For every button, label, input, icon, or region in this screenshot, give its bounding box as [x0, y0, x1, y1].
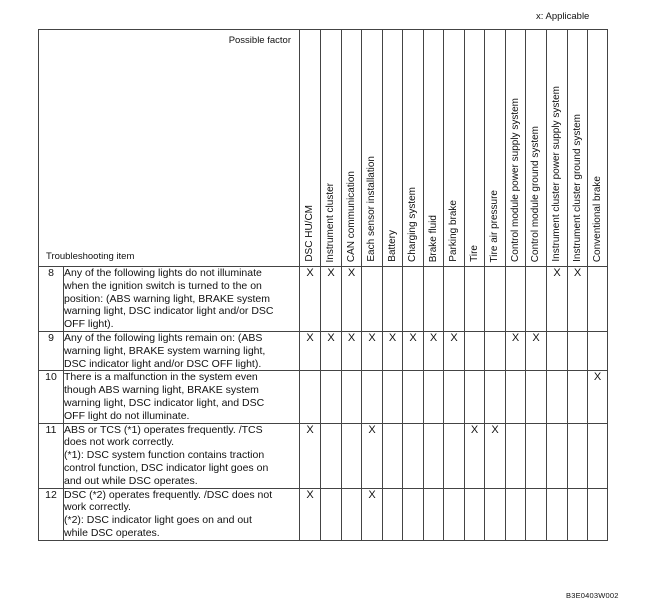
description-line: when the ignition switch is turned to the on	[64, 279, 262, 292]
applicability-mark	[342, 423, 362, 488]
table-body	[39, 267, 608, 541]
factor-label: Control module ground system	[530, 125, 541, 262]
applicability-mark	[424, 371, 444, 423]
factor-header	[444, 30, 465, 267]
factor-label: Tire	[468, 245, 480, 262]
factor-label: Parking brake	[448, 200, 459, 262]
applicability-mark	[362, 267, 383, 332]
description-line: warning light, DSC indicator light and/or DSC	[64, 305, 274, 318]
factor-label: Battery	[386, 230, 398, 262]
applicability-mark	[506, 423, 526, 488]
header-corner-cell	[39, 30, 300, 267]
applicability-mark	[485, 267, 506, 332]
applicability-mark: X	[300, 488, 321, 540]
table-row	[39, 488, 608, 540]
applicability-mark: X	[403, 331, 424, 370]
applicability-mark	[568, 371, 588, 423]
factor-header	[362, 30, 383, 267]
factor-header	[300, 30, 321, 267]
legend-applicable: x: Applicable	[536, 11, 590, 22]
applicability-mark: X	[362, 488, 383, 540]
applicability-mark	[568, 423, 588, 488]
applicability-mark	[588, 488, 608, 540]
applicability-mark	[444, 423, 465, 488]
description-line: warning light, BRAKE system warning light,	[64, 344, 266, 357]
applicability-mark	[403, 488, 424, 540]
applicability-mark: X	[568, 267, 588, 332]
description-line: OFF light).	[64, 318, 114, 331]
applicability-mark: X	[321, 267, 342, 332]
factor-header	[588, 30, 608, 267]
factor-header	[342, 30, 362, 267]
item-description	[64, 267, 300, 332]
item-number: 8	[39, 267, 64, 332]
applicability-mark	[506, 267, 526, 332]
description-line: (*2): DSC indicator light goes on and out	[64, 514, 252, 527]
factor-label: Conventional brake	[591, 175, 603, 262]
factor-header	[424, 30, 444, 267]
item-number: 12	[39, 488, 64, 540]
description-line: ABS or TCS (*1) operates frequently. /TCS	[64, 423, 263, 436]
description-line: work correctly.	[64, 501, 131, 514]
applicability-mark: X	[444, 331, 465, 370]
applicability-mark	[588, 267, 608, 332]
item-description	[64, 488, 300, 540]
description-line: control function, DSC indicator light goes on	[64, 461, 269, 474]
applicability-mark: X	[362, 331, 383, 370]
applicability-mark	[362, 371, 383, 423]
applicability-mark	[568, 331, 588, 370]
applicability-mark	[444, 488, 465, 540]
factor-header	[403, 30, 424, 267]
applicability-mark	[424, 423, 444, 488]
table-row	[39, 267, 608, 332]
factor-header	[506, 30, 526, 267]
applicability-mark	[568, 488, 588, 540]
possible-factor-label: Possible factor	[228, 35, 291, 46]
description-line: (*1): DSC system function contains traction	[64, 449, 265, 462]
applicability-mark	[383, 423, 403, 488]
applicability-mark	[547, 331, 568, 370]
applicability-mark	[547, 371, 568, 423]
applicability-mark	[485, 371, 506, 423]
applicability-mark: X	[485, 423, 506, 488]
applicability-mark	[588, 423, 608, 488]
applicability-mark	[444, 267, 465, 332]
factor-label: Instrument cluster	[325, 182, 336, 262]
factor-label: CAN communication	[345, 170, 357, 262]
applicability-mark	[424, 488, 444, 540]
factor-label: Tire air pressure	[489, 189, 500, 262]
applicability-mark	[588, 331, 608, 370]
applicability-mark: X	[547, 267, 568, 332]
applicability-mark	[321, 423, 342, 488]
factor-label: Charging system	[407, 186, 418, 262]
applicability-mark	[403, 371, 424, 423]
applicability-mark	[403, 267, 424, 332]
troubleshooting-table	[38, 29, 608, 541]
applicability-mark: X	[321, 331, 342, 370]
applicability-mark: X	[588, 371, 608, 423]
applicability-mark	[383, 488, 403, 540]
applicability-mark: X	[300, 423, 321, 488]
applicability-mark	[526, 488, 547, 540]
applicability-mark: X	[526, 331, 547, 370]
applicability-mark	[342, 488, 362, 540]
description-line: DSC (*2) operates frequently. /DSC does not	[64, 488, 273, 501]
applicability-mark: X	[506, 331, 526, 370]
applicability-mark	[526, 371, 547, 423]
factor-header	[526, 30, 547, 267]
table-row	[39, 371, 608, 423]
applicability-mark	[526, 267, 547, 332]
applicability-mark	[424, 267, 444, 332]
applicability-mark	[465, 267, 485, 332]
item-number: 10	[39, 371, 64, 423]
applicability-mark	[300, 371, 321, 423]
applicability-mark	[403, 423, 424, 488]
description-line: OFF light do not illuminate.	[64, 409, 190, 422]
troubleshooting-item-label: Troubleshooting item	[46, 251, 135, 262]
applicability-mark	[321, 371, 342, 423]
applicability-mark	[506, 488, 526, 540]
factor-header	[547, 30, 568, 267]
factor-label: Control module power supply system	[509, 98, 521, 262]
description-line: while DSC operates.	[64, 526, 160, 539]
applicability-mark: X	[342, 331, 362, 370]
factor-label: Each sensor installation	[366, 156, 377, 262]
item-description	[64, 331, 300, 370]
applicability-mark	[342, 371, 362, 423]
factor-header	[465, 30, 485, 267]
header-row	[39, 30, 608, 267]
applicability-mark	[526, 423, 547, 488]
applicability-mark: X	[300, 331, 321, 370]
applicability-mark	[506, 371, 526, 423]
item-number: 11	[39, 423, 64, 488]
figure-id: B3E0403W002	[566, 591, 619, 600]
item-number: 9	[39, 331, 64, 370]
factor-label: DSC HU/CM	[304, 205, 315, 262]
factor-label: Instrument cluster ground system	[571, 114, 583, 262]
applicability-mark	[465, 371, 485, 423]
applicability-mark	[547, 423, 568, 488]
factor-label: Instrument cluster power supply system	[551, 86, 562, 262]
table-row	[39, 331, 608, 370]
description-line: and out while DSC operates.	[64, 474, 198, 487]
description-line: does not work correctly.	[64, 436, 175, 449]
factor-header	[383, 30, 403, 267]
description-line: DSC indicator light and/or DSC OFF light).	[64, 357, 262, 370]
applicability-mark	[321, 488, 342, 540]
applicability-mark: X	[383, 331, 403, 370]
applicability-mark	[383, 267, 403, 332]
applicability-mark	[444, 371, 465, 423]
applicability-mark	[465, 331, 485, 370]
table-row	[39, 423, 608, 488]
applicability-mark	[547, 488, 568, 540]
description-line: Any of the following lights do not illuminate	[64, 267, 262, 279]
description-line: though ABS warning light, BRAKE system	[64, 384, 259, 397]
description-line: position: (ABS warning light, BRAKE system	[64, 292, 271, 305]
factor-label: Brake fluid	[427, 214, 439, 262]
description-line: warning light, DSC indicator light, and DSC	[64, 396, 265, 409]
applicability-mark: X	[362, 423, 383, 488]
factor-header	[568, 30, 588, 267]
description-line: There is a malfunction in the system even	[64, 371, 258, 384]
item-description	[64, 423, 300, 488]
item-description	[64, 371, 300, 423]
applicability-mark	[383, 371, 403, 423]
applicability-mark: X	[342, 267, 362, 332]
applicability-mark	[485, 488, 506, 540]
factor-header	[321, 30, 342, 267]
applicability-mark	[485, 331, 506, 370]
description-line: Any of the following lights remain on: (ABS	[64, 331, 263, 344]
factor-header	[485, 30, 506, 267]
applicability-mark	[465, 488, 485, 540]
applicability-mark: X	[424, 331, 444, 370]
applicability-mark: X	[465, 423, 485, 488]
applicability-mark: X	[300, 267, 321, 332]
